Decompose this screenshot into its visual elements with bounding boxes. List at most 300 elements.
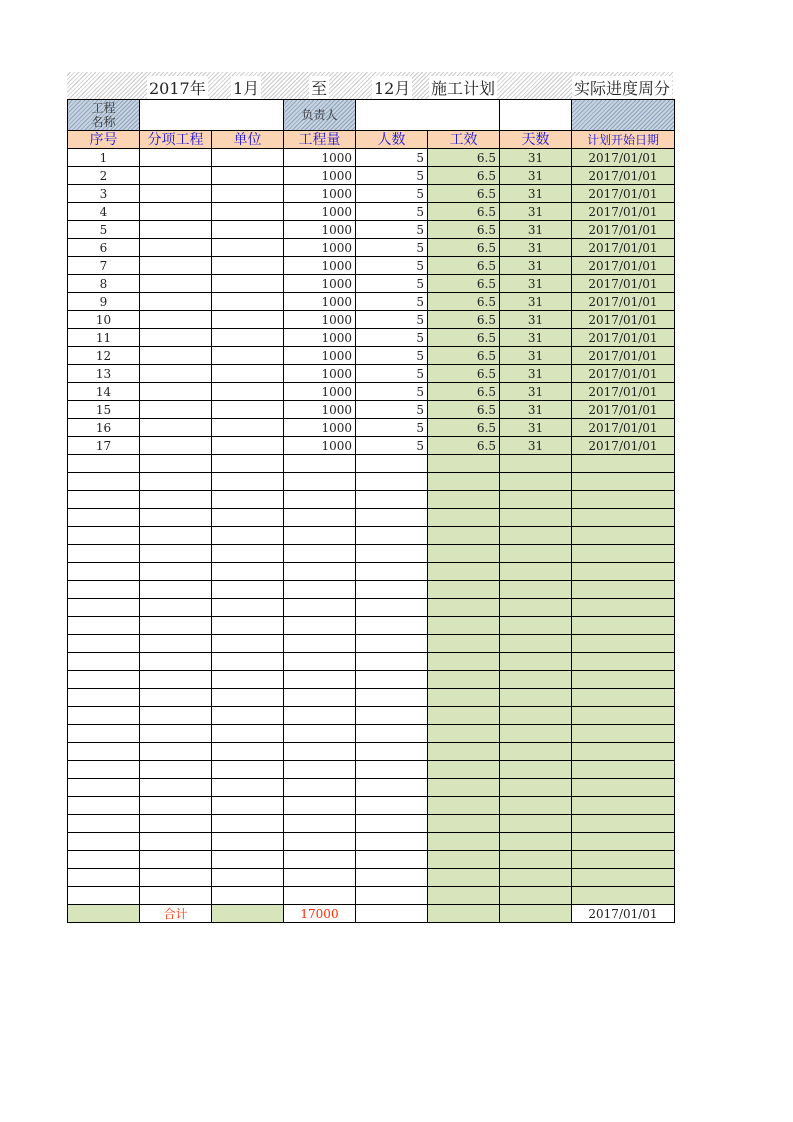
total-blank-days[interactable] <box>500 905 572 923</box>
cell-days[interactable]: 31 <box>500 203 572 221</box>
cell-item[interactable] <box>140 473 212 491</box>
cell-no[interactable] <box>68 743 140 761</box>
cell-eff[interactable] <box>428 689 500 707</box>
cell-item[interactable] <box>140 689 212 707</box>
cell-start[interactable] <box>572 599 675 617</box>
cell-item[interactable] <box>140 455 212 473</box>
cell-start[interactable]: 2017/01/01 <box>572 167 675 185</box>
cell-people[interactable]: 5 <box>356 257 428 275</box>
cell-qty[interactable]: 1000 <box>284 185 356 203</box>
cell-unit[interactable] <box>212 671 284 689</box>
cell-unit[interactable] <box>212 401 284 419</box>
cell-item[interactable] <box>140 311 212 329</box>
cell-unit[interactable] <box>212 725 284 743</box>
cell-unit[interactable] <box>212 833 284 851</box>
cell-no[interactable] <box>68 887 140 905</box>
cell-days[interactable] <box>500 851 572 869</box>
cell-qty[interactable] <box>284 599 356 617</box>
cell-eff[interactable] <box>428 635 500 653</box>
cell-days[interactable] <box>500 473 572 491</box>
cell-no[interactable] <box>68 509 140 527</box>
cell-people[interactable] <box>356 779 428 797</box>
cell-start[interactable] <box>572 797 675 815</box>
cell-item[interactable] <box>140 329 212 347</box>
cell-qty[interactable]: 1000 <box>284 221 356 239</box>
cell-eff[interactable] <box>428 473 500 491</box>
cell-item[interactable] <box>140 257 212 275</box>
cell-qty[interactable] <box>284 815 356 833</box>
cell-days[interactable]: 31 <box>500 221 572 239</box>
cell-eff[interactable] <box>428 617 500 635</box>
cell-item[interactable] <box>140 599 212 617</box>
cell-start[interactable] <box>572 815 675 833</box>
cell-eff[interactable] <box>428 527 500 545</box>
cell-unit[interactable] <box>212 599 284 617</box>
cell-unit[interactable] <box>212 239 284 257</box>
cell-qty[interactable] <box>284 707 356 725</box>
cell-item[interactable] <box>140 419 212 437</box>
cell-no[interactable] <box>68 779 140 797</box>
cell-people[interactable]: 5 <box>356 167 428 185</box>
cell-start[interactable] <box>572 563 675 581</box>
cell-days[interactable] <box>500 509 572 527</box>
cell-people[interactable] <box>356 851 428 869</box>
cell-item[interactable] <box>140 779 212 797</box>
cell-qty[interactable]: 1000 <box>284 437 356 455</box>
cell-item[interactable] <box>140 239 212 257</box>
cell-eff[interactable] <box>428 509 500 527</box>
cell-people[interactable] <box>356 563 428 581</box>
cell-qty[interactable] <box>284 581 356 599</box>
cell-unit[interactable] <box>212 347 284 365</box>
cell-eff[interactable]: 6.5 <box>428 347 500 365</box>
cell-people[interactable] <box>356 653 428 671</box>
cell-start[interactable]: 2017/01/01 <box>572 149 675 167</box>
cell-item[interactable] <box>140 275 212 293</box>
cell-eff[interactable] <box>428 815 500 833</box>
cell-days[interactable] <box>500 725 572 743</box>
cell-unit[interactable] <box>212 797 284 815</box>
project-name-cell[interactable] <box>140 100 284 131</box>
cell-qty[interactable]: 1000 <box>284 347 356 365</box>
cell-eff[interactable] <box>428 833 500 851</box>
cell-unit[interactable] <box>212 761 284 779</box>
cell-unit[interactable] <box>212 851 284 869</box>
cell-item[interactable] <box>140 167 212 185</box>
cell-item[interactable] <box>140 185 212 203</box>
cell-people[interactable]: 5 <box>356 329 428 347</box>
cell-no[interactable]: 5 <box>68 221 140 239</box>
cell-unit[interactable] <box>212 365 284 383</box>
cell-days[interactable]: 31 <box>500 311 572 329</box>
cell-start[interactable] <box>572 851 675 869</box>
cell-item[interactable] <box>140 833 212 851</box>
cell-unit[interactable] <box>212 563 284 581</box>
cell-people[interactable]: 5 <box>356 149 428 167</box>
cell-days[interactable] <box>500 779 572 797</box>
cell-qty[interactable] <box>284 779 356 797</box>
cell-qty[interactable] <box>284 617 356 635</box>
cell-unit[interactable] <box>212 221 284 239</box>
cell-unit[interactable] <box>212 689 284 707</box>
total-blank-no[interactable] <box>68 905 140 923</box>
cell-eff[interactable]: 6.5 <box>428 419 500 437</box>
cell-unit[interactable] <box>212 707 284 725</box>
cell-eff[interactable] <box>428 797 500 815</box>
cell-no[interactable]: 12 <box>68 347 140 365</box>
cell-people[interactable]: 5 <box>356 239 428 257</box>
cell-unit[interactable] <box>212 869 284 887</box>
cell-no[interactable]: 15 <box>68 401 140 419</box>
cell-eff[interactable]: 6.5 <box>428 365 500 383</box>
cell-eff[interactable]: 6.5 <box>428 257 500 275</box>
cell-unit[interactable] <box>212 743 284 761</box>
cell-days[interactable] <box>500 887 572 905</box>
cell-start[interactable]: 2017/01/01 <box>572 203 675 221</box>
cell-no[interactable]: 3 <box>68 185 140 203</box>
cell-item[interactable] <box>140 203 212 221</box>
cell-no[interactable] <box>68 599 140 617</box>
cell-qty[interactable]: 1000 <box>284 167 356 185</box>
cell-start[interactable] <box>572 617 675 635</box>
cell-people[interactable] <box>356 527 428 545</box>
cell-item[interactable] <box>140 563 212 581</box>
cell-people[interactable] <box>356 725 428 743</box>
cell-people[interactable]: 5 <box>356 419 428 437</box>
cell-qty[interactable]: 1000 <box>284 275 356 293</box>
cell-start[interactable] <box>572 671 675 689</box>
cell-start[interactable]: 2017/01/01 <box>572 437 675 455</box>
cell-eff[interactable] <box>428 761 500 779</box>
cell-eff[interactable] <box>428 869 500 887</box>
cell-eff[interactable] <box>428 581 500 599</box>
cell-no[interactable]: 8 <box>68 275 140 293</box>
cell-no[interactable] <box>68 527 140 545</box>
cell-days[interactable]: 31 <box>500 167 572 185</box>
cell-days[interactable]: 31 <box>500 419 572 437</box>
cell-days[interactable]: 31 <box>500 347 572 365</box>
cell-item[interactable] <box>140 401 212 419</box>
cell-people[interactable]: 5 <box>356 437 428 455</box>
cell-item[interactable] <box>140 869 212 887</box>
cell-no[interactable]: 4 <box>68 203 140 221</box>
cell-item[interactable] <box>140 347 212 365</box>
cell-item[interactable] <box>140 851 212 869</box>
cell-qty[interactable]: 1000 <box>284 257 356 275</box>
total-start[interactable]: 2017/01/01 <box>572 905 675 923</box>
cell-item[interactable] <box>140 671 212 689</box>
cell-item[interactable] <box>140 725 212 743</box>
cell-people[interactable] <box>356 581 428 599</box>
cell-start[interactable]: 2017/01/01 <box>572 383 675 401</box>
cell-item[interactable] <box>140 797 212 815</box>
cell-people[interactable] <box>356 617 428 635</box>
cell-days[interactable]: 31 <box>500 275 572 293</box>
cell-start[interactable]: 2017/01/01 <box>572 365 675 383</box>
cell-eff[interactable]: 6.5 <box>428 329 500 347</box>
cell-start[interactable] <box>572 455 675 473</box>
cell-start[interactable] <box>572 833 675 851</box>
cell-start[interactable] <box>572 509 675 527</box>
cell-unit[interactable] <box>212 203 284 221</box>
cell-start[interactable]: 2017/01/01 <box>572 293 675 311</box>
cell-people[interactable]: 5 <box>356 383 428 401</box>
cell-qty[interactable]: 1000 <box>284 293 356 311</box>
cell-unit[interactable] <box>212 329 284 347</box>
cell-start[interactable] <box>572 887 675 905</box>
cell-unit[interactable] <box>212 473 284 491</box>
cell-days[interactable]: 31 <box>500 365 572 383</box>
cell-unit[interactable] <box>212 653 284 671</box>
cell-qty[interactable] <box>284 653 356 671</box>
cell-start[interactable] <box>572 635 675 653</box>
cell-days[interactable] <box>500 869 572 887</box>
cell-people[interactable] <box>356 455 428 473</box>
cell-unit[interactable] <box>212 581 284 599</box>
cell-days[interactable] <box>500 707 572 725</box>
cell-item[interactable] <box>140 545 212 563</box>
cell-days[interactable]: 31 <box>500 383 572 401</box>
cell-no[interactable] <box>68 851 140 869</box>
cell-no[interactable] <box>68 815 140 833</box>
total-qty[interactable]: 17000 <box>284 905 356 923</box>
total-label[interactable]: 合计 <box>140 905 212 923</box>
cell-qty[interactable] <box>284 527 356 545</box>
total-blank-unit[interactable] <box>212 905 284 923</box>
cell-item[interactable] <box>140 707 212 725</box>
cell-eff[interactable] <box>428 491 500 509</box>
cell-no[interactable]: 6 <box>68 239 140 257</box>
cell-start[interactable]: 2017/01/01 <box>572 239 675 257</box>
cell-qty[interactable] <box>284 563 356 581</box>
cell-eff[interactable] <box>428 671 500 689</box>
cell-no[interactable]: 16 <box>68 419 140 437</box>
cell-eff[interactable] <box>428 743 500 761</box>
cell-start[interactable] <box>572 707 675 725</box>
cell-start[interactable] <box>572 725 675 743</box>
cell-qty[interactable] <box>284 725 356 743</box>
cell-qty[interactable] <box>284 797 356 815</box>
cell-no[interactable] <box>68 797 140 815</box>
cell-unit[interactable] <box>212 257 284 275</box>
cell-item[interactable] <box>140 653 212 671</box>
cell-days[interactable] <box>500 563 572 581</box>
cell-people[interactable] <box>356 509 428 527</box>
cell-qty[interactable]: 1000 <box>284 239 356 257</box>
cell-eff[interactable] <box>428 455 500 473</box>
cell-days[interactable] <box>500 491 572 509</box>
cell-eff[interactable] <box>428 545 500 563</box>
cell-unit[interactable] <box>212 293 284 311</box>
cell-eff[interactable]: 6.5 <box>428 401 500 419</box>
cell-start[interactable]: 2017/01/01 <box>572 329 675 347</box>
cell-start[interactable] <box>572 527 675 545</box>
cell-eff[interactable]: 6.5 <box>428 149 500 167</box>
cell-qty[interactable] <box>284 671 356 689</box>
cell-no[interactable] <box>68 635 140 653</box>
cell-no[interactable] <box>68 581 140 599</box>
cell-unit[interactable] <box>212 419 284 437</box>
cell-qty[interactable] <box>284 743 356 761</box>
cell-people[interactable] <box>356 635 428 653</box>
cell-no[interactable] <box>68 653 140 671</box>
cell-people[interactable]: 5 <box>356 221 428 239</box>
cell-start[interactable] <box>572 779 675 797</box>
cell-item[interactable] <box>140 527 212 545</box>
cell-start[interactable]: 2017/01/01 <box>572 257 675 275</box>
cell-days[interactable]: 31 <box>500 185 572 203</box>
cell-qty[interactable]: 1000 <box>284 203 356 221</box>
cell-qty[interactable] <box>284 689 356 707</box>
cell-people[interactable]: 5 <box>356 275 428 293</box>
cell-no[interactable]: 2 <box>68 167 140 185</box>
cell-eff[interactable]: 6.5 <box>428 293 500 311</box>
cell-unit[interactable] <box>212 527 284 545</box>
cell-days[interactable] <box>500 527 572 545</box>
cell-start[interactable]: 2017/01/01 <box>572 221 675 239</box>
cell-people[interactable] <box>356 707 428 725</box>
cell-days[interactable] <box>500 617 572 635</box>
cell-qty[interactable]: 1000 <box>284 149 356 167</box>
cell-qty[interactable]: 1000 <box>284 311 356 329</box>
cell-no[interactable]: 11 <box>68 329 140 347</box>
cell-days[interactable] <box>500 743 572 761</box>
cell-eff[interactable]: 6.5 <box>428 167 500 185</box>
cell-no[interactable]: 7 <box>68 257 140 275</box>
cell-days[interactable]: 31 <box>500 437 572 455</box>
cell-unit[interactable] <box>212 815 284 833</box>
cell-unit[interactable] <box>212 167 284 185</box>
cell-start[interactable]: 2017/01/01 <box>572 275 675 293</box>
cell-no[interactable]: 9 <box>68 293 140 311</box>
cell-people[interactable]: 5 <box>356 311 428 329</box>
cell-people[interactable] <box>356 545 428 563</box>
cell-people[interactable] <box>356 815 428 833</box>
cell-qty[interactable]: 1000 <box>284 383 356 401</box>
cell-qty[interactable] <box>284 455 356 473</box>
cell-unit[interactable] <box>212 185 284 203</box>
cell-start[interactable]: 2017/01/01 <box>572 311 675 329</box>
cell-qty[interactable] <box>284 491 356 509</box>
cell-no[interactable] <box>68 725 140 743</box>
cell-people[interactable]: 5 <box>356 347 428 365</box>
cell-qty[interactable] <box>284 473 356 491</box>
cell-people[interactable] <box>356 743 428 761</box>
cell-unit[interactable] <box>212 509 284 527</box>
cell-unit[interactable] <box>212 455 284 473</box>
cell-start[interactable] <box>572 653 675 671</box>
cell-start[interactable] <box>572 761 675 779</box>
cell-unit[interactable] <box>212 635 284 653</box>
cell-unit[interactable] <box>212 887 284 905</box>
cell-days[interactable] <box>500 761 572 779</box>
cell-unit[interactable] <box>212 617 284 635</box>
cell-eff[interactable] <box>428 725 500 743</box>
cell-people[interactable] <box>356 671 428 689</box>
cell-eff[interactable] <box>428 707 500 725</box>
cell-no[interactable] <box>68 491 140 509</box>
cell-people[interactable]: 5 <box>356 401 428 419</box>
cell-item[interactable] <box>140 815 212 833</box>
cell-people[interactable]: 5 <box>356 203 428 221</box>
cell-item[interactable] <box>140 761 212 779</box>
cell-qty[interactable] <box>284 833 356 851</box>
cell-days[interactable]: 31 <box>500 329 572 347</box>
cell-item[interactable] <box>140 887 212 905</box>
cell-item[interactable] <box>140 491 212 509</box>
cell-no[interactable] <box>68 761 140 779</box>
cell-item[interactable] <box>140 635 212 653</box>
cell-people[interactable]: 5 <box>356 365 428 383</box>
cell-days[interactable] <box>500 797 572 815</box>
cell-people[interactable] <box>356 491 428 509</box>
cell-no[interactable]: 14 <box>68 383 140 401</box>
cell-no[interactable]: 13 <box>68 365 140 383</box>
cell-start[interactable] <box>572 491 675 509</box>
cell-unit[interactable] <box>212 545 284 563</box>
cell-item[interactable] <box>140 365 212 383</box>
cell-item[interactable] <box>140 221 212 239</box>
cell-unit[interactable] <box>212 491 284 509</box>
total-blank-people[interactable] <box>356 905 428 923</box>
cell-qty[interactable] <box>284 869 356 887</box>
cell-days[interactable] <box>500 455 572 473</box>
cell-days[interactable]: 31 <box>500 239 572 257</box>
cell-no[interactable] <box>68 671 140 689</box>
cell-start[interactable] <box>572 689 675 707</box>
cell-item[interactable] <box>140 437 212 455</box>
cell-item[interactable] <box>140 293 212 311</box>
cell-qty[interactable]: 1000 <box>284 401 356 419</box>
cell-start[interactable] <box>572 743 675 761</box>
cell-no[interactable]: 1 <box>68 149 140 167</box>
cell-start[interactable] <box>572 473 675 491</box>
owner-cell[interactable] <box>356 100 500 131</box>
cell-days[interactable] <box>500 815 572 833</box>
cell-days[interactable] <box>500 545 572 563</box>
cell-days[interactable] <box>500 671 572 689</box>
cell-no[interactable] <box>68 455 140 473</box>
cell-people[interactable] <box>356 599 428 617</box>
cell-item[interactable] <box>140 617 212 635</box>
cell-people[interactable]: 5 <box>356 185 428 203</box>
cell-days[interactable] <box>500 635 572 653</box>
cell-days[interactable] <box>500 581 572 599</box>
cell-qty[interactable] <box>284 545 356 563</box>
cell-days[interactable]: 31 <box>500 401 572 419</box>
cell-people[interactable] <box>356 833 428 851</box>
cell-unit[interactable] <box>212 779 284 797</box>
total-blank-eff[interactable] <box>428 905 500 923</box>
cell-qty[interactable] <box>284 635 356 653</box>
cell-unit[interactable] <box>212 383 284 401</box>
cell-start[interactable]: 2017/01/01 <box>572 347 675 365</box>
cell-qty[interactable]: 1000 <box>284 419 356 437</box>
cell-qty[interactable] <box>284 887 356 905</box>
cell-eff[interactable]: 6.5 <box>428 203 500 221</box>
cell-no[interactable] <box>68 833 140 851</box>
cell-people[interactable] <box>356 797 428 815</box>
cell-no[interactable] <box>68 563 140 581</box>
cell-eff[interactable] <box>428 779 500 797</box>
meta-blank-cell[interactable] <box>500 100 572 131</box>
cell-start[interactable] <box>572 545 675 563</box>
cell-no[interactable] <box>68 473 140 491</box>
cell-eff[interactable]: 6.5 <box>428 311 500 329</box>
cell-start[interactable]: 2017/01/01 <box>572 401 675 419</box>
cell-start[interactable]: 2017/01/01 <box>572 419 675 437</box>
cell-days[interactable]: 31 <box>500 257 572 275</box>
